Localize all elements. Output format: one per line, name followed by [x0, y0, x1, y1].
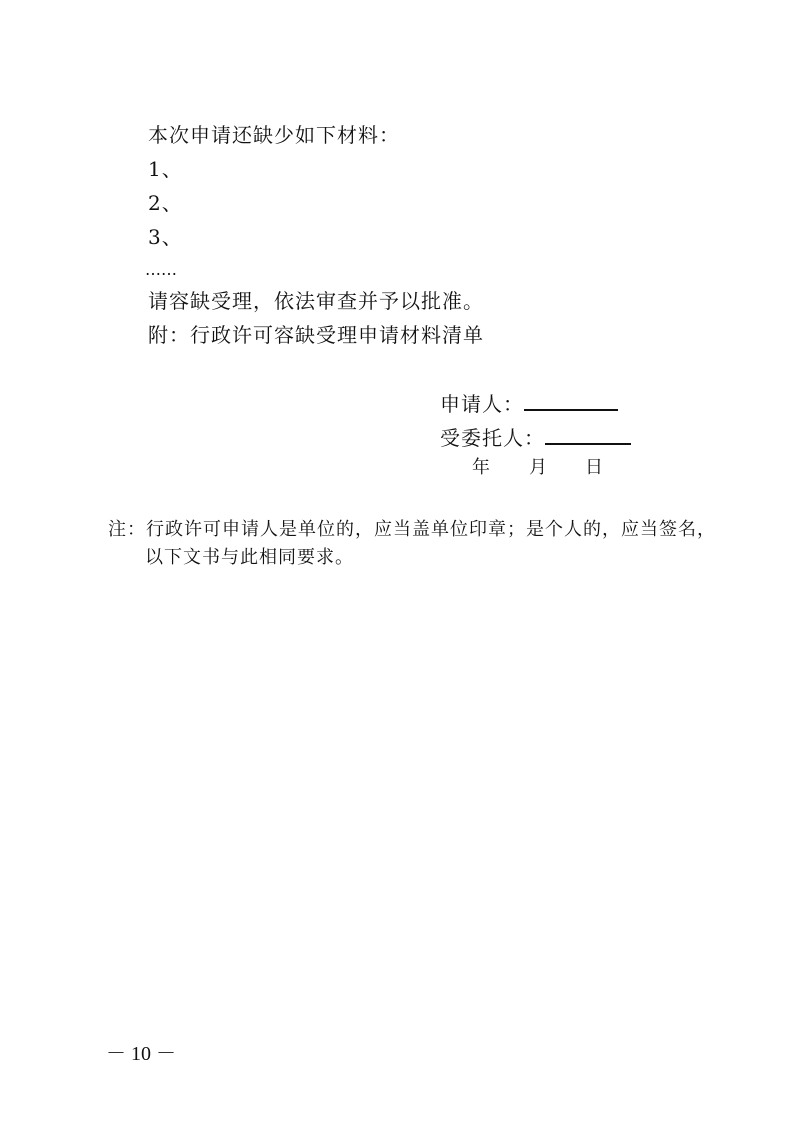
agent-signature-row [440, 423, 631, 450]
page-number: － 10 － [106, 1043, 176, 1065]
ellipsis: …… [145, 260, 177, 279]
date-day: 日 [585, 457, 604, 478]
applicant-label: 申请人： [440, 392, 524, 416]
missing-item-1: 1、 [148, 157, 183, 181]
missing-item-2: 2、 [148, 191, 183, 215]
missing-item-3: 3、 [148, 225, 183, 249]
date-year: 年 [472, 457, 491, 478]
missing-materials-intro: 本次申请还缺少如下材料： [148, 123, 400, 147]
request-statement: 请容缺受理，依法审查并予以批准。 [148, 289, 484, 313]
attachment-line: 附：行政许可容缺受理申请材料清单 [148, 323, 484, 347]
applicant-signature-line [524, 389, 618, 411]
agent-label: 受委托人： [440, 426, 545, 450]
note-line-2: 以下文书与此相同要求。 [145, 547, 354, 568]
note-line-1: 注：行政许可申请人是单位的，应当盖单位印章；是个人的，应当签名， [108, 519, 716, 540]
agent-signature-line [545, 423, 631, 445]
date-month: 月 [529, 457, 548, 478]
applicant-signature-row [440, 389, 618, 416]
